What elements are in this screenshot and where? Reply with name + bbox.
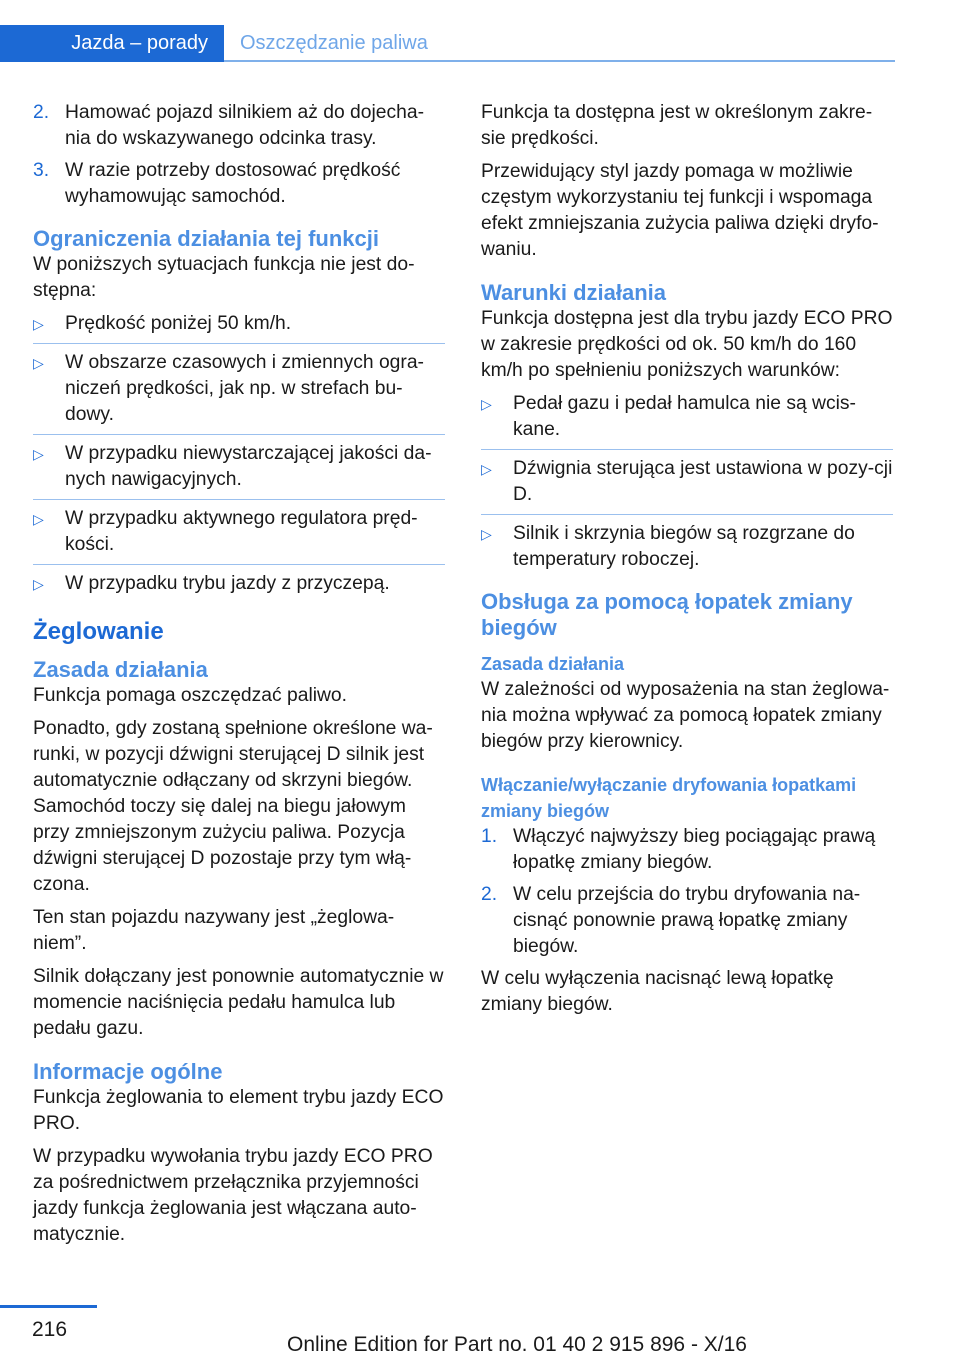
paragraph: Silnik dołączany jest ponownie automatycznie w momencie naciśnięcia pedału hamulca lub pedału gazu. [33,966,444,1039]
bullet-text: W obszarze czasowych i zmiennych ogra-niczeń prędkości, jak np. w strefach bu-dowy. [65,352,424,425]
bullet-item [481,391,893,449]
section-tab[interactable] [0,25,224,62]
triangle-bullet-icon: ▷ [33,446,44,462]
step-item [481,824,893,882]
paragraph: Przewidujący styl jazdy pomaga w możliwie częstym wykorzystaniu tej funkcji i wspomaga efekt zmniejszania zużycia paliwa dzięki dryfo-waniu. [481,161,879,260]
bullet-item [481,449,893,514]
bullet-text: Silnik i skrzynia biegów są rozgrzane do temperatury roboczej. [513,523,855,570]
header-divider [224,60,895,62]
bullet-item [33,434,445,499]
bullet-text: W przypadku niewystarczającej jakości da-nych nawigacyjnych. [65,443,432,490]
triangle-bullet-icon: ▷ [481,461,492,477]
bullet-text: Prędkość poniżej 50 km/h. [65,313,292,334]
section-heading: Zasada działania [33,657,208,682]
chapter-heading: Żeglowanie [33,618,164,645]
footer-divider [0,1305,97,1308]
section-heading: Informacje ogólne [33,1059,223,1084]
step-item [33,100,445,158]
subsection-tab[interactable]: Oszczędzanie paliwa [240,32,428,54]
bullet-item [481,514,893,579]
paragraph: W przypadku wywołania trybu jazdy ECO PRO za pośrednictwem przełącznika przyjemności jazdy funkcja żeglowania jest włączana auto-matycznie. [33,1146,433,1245]
bullet-item [33,499,445,564]
triangle-bullet-icon: ▷ [481,396,492,412]
paragraph: W zależności od wyposażenia na stan żeglowa-nia można wpływać za pomocą łopatek zmiany biegów przy kierownicy. [481,679,890,752]
paragraph: Funkcja ta dostępna jest w określonym zakre-sie prędkości. [481,102,873,149]
step-text: Hamować pojazd silnikiem aż do dojecha-nia do wskazywanego odcinka trasy. [65,102,425,149]
paragraph: W celu wyłączenia nacisnąć lewą łopatkę zmiany biegów. [481,968,834,1015]
bullet-text: W przypadku aktywnego regulatora pręd-kości. [65,508,418,555]
bullet-text: W przypadku trybu jazdy z przyczepą. [65,573,390,594]
page-number: 216 [32,1318,68,1341]
triangle-bullet-icon: ▷ [481,526,492,542]
paragraph: Funkcja dostępna jest dla trybu jazdy ECO PRO w zakresie prędkości od ok. 50 km/h do 160 km/h po spełnieniu poniższych warunków: [481,308,893,381]
section-label: Jazda – porady [71,32,208,54]
step-text: Włączyć najwyższy bieg pociągając prawą łopatkę zmiany biegów. [513,826,876,873]
bullet-item [33,311,445,343]
triangle-bullet-icon: ▷ [33,316,44,332]
paragraph: Funkcja pomaga oszczędzać paliwo. [33,685,348,706]
subsection-heading: Włączanie/wyłączanie dryfowania łopatkami zmiany biegów [481,775,857,821]
step-number: 3. [33,160,50,181]
step-text: W celu przejścia do trybu dryfowania na-cisnąć ponownie prawą łopatkę zmiany biegów. [513,884,861,957]
step-number: 2. [481,884,498,905]
triangle-bullet-icon: ▷ [33,511,44,527]
section-heading: Warunki działania [481,280,667,305]
paragraph: Ten stan pojazdu nazywany jest „żeglowa-niem”. [33,907,395,954]
paragraph: W poniższych sytuacjach funkcja nie jest do-stępna: [33,254,415,301]
bullet-text: Pedał gazu i pedał hamulca nie są wcis-kane. [513,393,856,440]
bullet-item [33,564,445,603]
subsection-heading: Zasada działania [481,654,625,674]
bullet-text: Dźwignia sterująca jest ustawiona w pozy-cji D. [513,458,893,505]
step-item [33,158,445,216]
section-heading: Ograniczenia działania tej funkcji [33,226,379,251]
step-number: 2. [33,102,50,123]
left-column [33,100,445,1255]
step-item [481,882,893,966]
section-heading: Obsługa za pomocą łopatek zmiany biegów [481,589,853,640]
step-number: 1. [481,826,498,847]
paragraph: Ponadto, gdy zostaną spełnione określone wa-runki, w pozycji dźwigni sterującej D silnik jest automatycznie odłączany od skrzyni biegów. Samochód toczy się dalej na biegu jałowym przy zmniejszonym zużyciu paliwa. Pozycja dźwigni sterującej D pozostaje przy tym włą-czona. [33,718,433,895]
bullet-item [33,343,445,434]
step-text: W razie potrzeby dostosować prędkość wyhamowując samochód. [65,160,401,207]
triangle-bullet-icon: ▷ [33,576,44,592]
edition-note: Online Edition for Part no. 01 40 2 915 896 - X/16 [287,1333,747,1356]
triangle-bullet-icon: ▷ [33,355,44,371]
page-header [0,0,960,62]
right-column [481,100,893,1025]
paragraph: Funkcja żeglowania to element trybu jazdy ECO PRO. [33,1087,444,1134]
